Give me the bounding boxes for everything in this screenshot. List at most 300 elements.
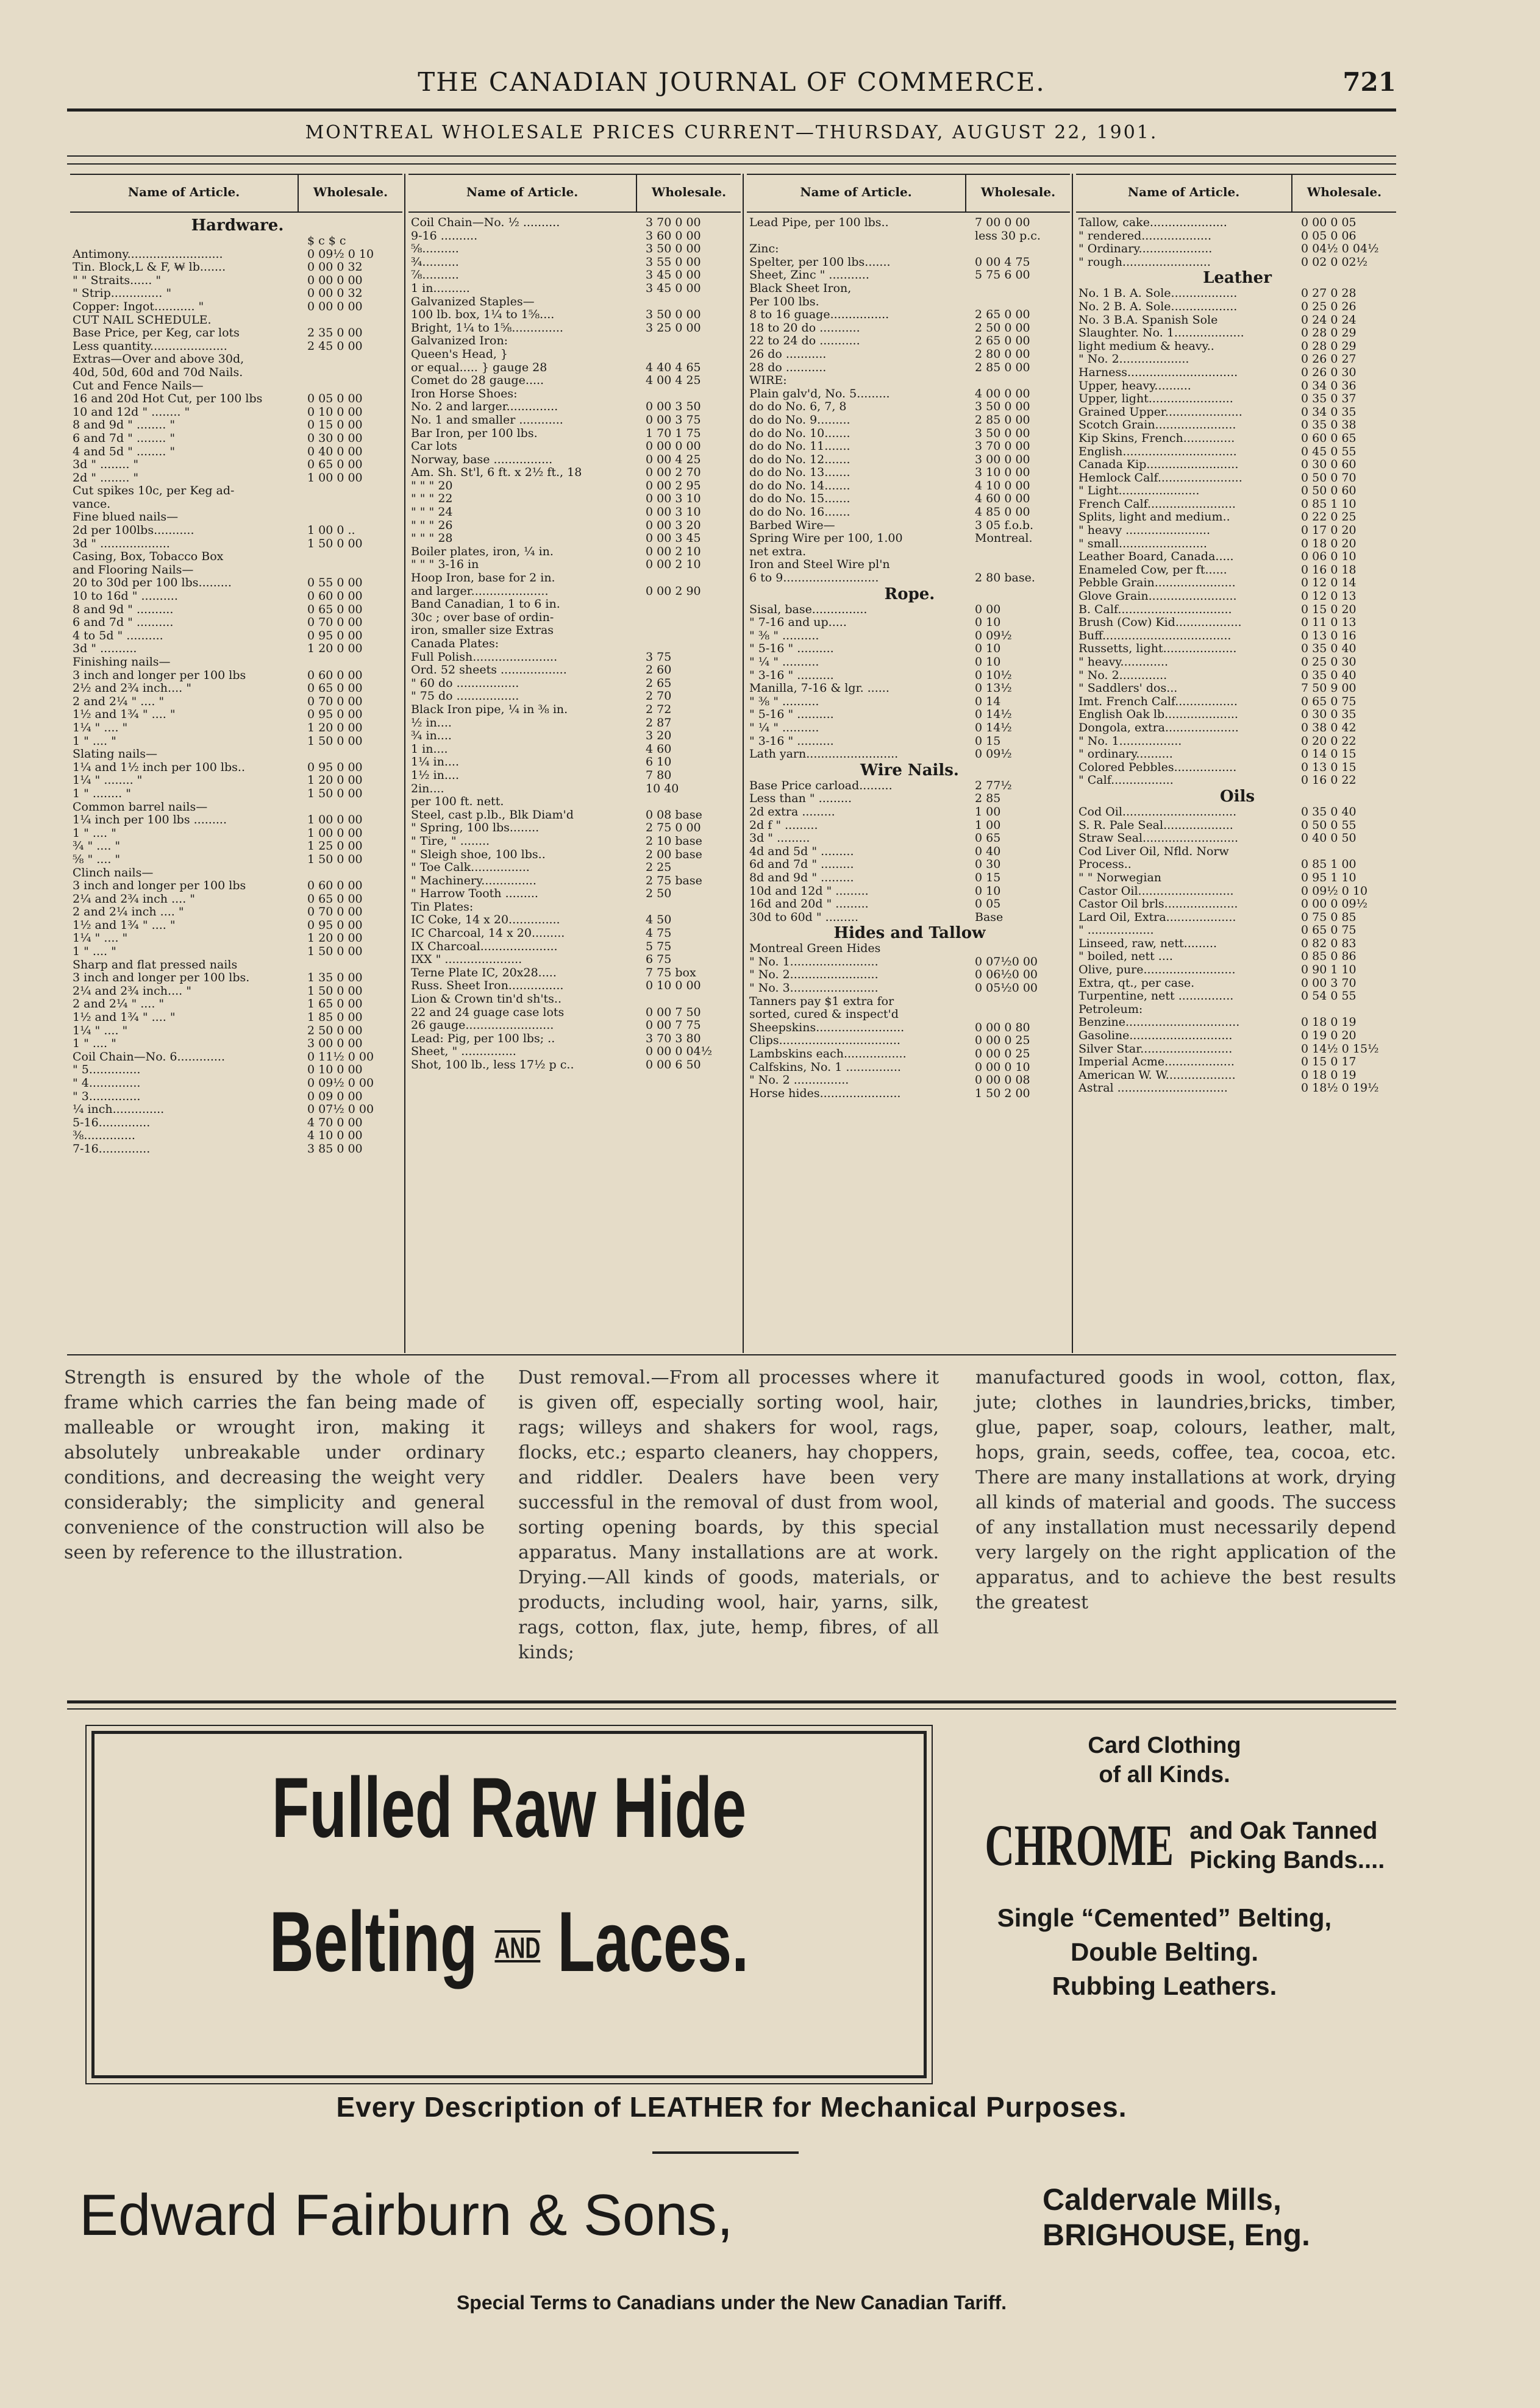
article-name: Steel, cast p.lb., Blk Diam'd (411, 808, 574, 822)
article-name: Lead: Pig, per 100 lbs; .. (411, 1032, 555, 1045)
price-row (1076, 630, 1396, 643)
article-name: 3 inch and longer per 100 lbs (73, 669, 246, 682)
article-name: Olive, pure......................... (1078, 964, 1236, 977)
wholesale-price: 0 50 0 60 (1301, 485, 1356, 498)
wholesale-price: 1 20 0 00 (307, 774, 363, 787)
price-row (747, 269, 1070, 282)
price-row (70, 1077, 402, 1090)
price-row (747, 642, 1070, 656)
column-header (70, 174, 402, 213)
wholesale-price: 0 00 7 50 (646, 1006, 701, 1019)
wholesale-price: 0 11 0 13 (1301, 616, 1356, 630)
article-name: sorted, cured & inspect'd (749, 1008, 899, 1021)
price-row (408, 335, 741, 348)
wholesale-price: 0 34 0 35 (1301, 405, 1356, 419)
article-name: " No. 2................... (1078, 353, 1189, 366)
belting-2: Double Belting. (1071, 1937, 1258, 1966)
price-row (747, 708, 1070, 722)
article-name: Lambskins each................. (749, 1048, 907, 1061)
wholesale-price: 0 82 0 83 (1301, 937, 1356, 950)
article-name: " " " 28 (411, 532, 453, 545)
price-row (747, 1008, 1070, 1021)
wholesale-price: 4 10 0 00 (307, 1129, 363, 1143)
article-name: 3 inch and longer per 100 lbs (73, 879, 246, 893)
price-row (408, 624, 741, 638)
price-row (747, 616, 1070, 630)
wholesale-price: 0 12 0 13 (1301, 590, 1356, 603)
wholesale-price: 0 85 0 86 (1301, 950, 1356, 964)
price-row (408, 953, 741, 967)
wholesale-price: 7 50 9 00 (1301, 682, 1356, 695)
price-row (408, 664, 741, 677)
article-name: Calfskins, No. 1 ............... (749, 1060, 901, 1074)
article-name: WIRE: (749, 374, 787, 388)
article-name: " ⅜ " .......... (749, 629, 819, 642)
article-name: 2d f " ......... (749, 819, 818, 832)
price-row (70, 261, 402, 274)
price-row (747, 630, 1070, 643)
price-row (70, 392, 402, 406)
wholesale-price: 1 00 0 00 (307, 826, 363, 840)
article-name: 2d extra ......... (749, 805, 835, 819)
article-name: " " " 3-16 in (411, 558, 479, 572)
wholesale-price: 0 95 0 00 (307, 629, 363, 642)
price-row (747, 748, 1070, 761)
article-name: 8 and 9d " .......... (73, 603, 174, 616)
wholesale-price: 0 28 0 29 (1301, 339, 1356, 353)
ad-headline-1: Fulled Raw Hide (271, 1760, 747, 1855)
price-row (70, 406, 402, 419)
article-name: Spelter, per 100 lbs....... (749, 255, 891, 269)
article-name: 2 and 2¼ " .... " (73, 998, 165, 1011)
price-row (408, 282, 741, 296)
ad-headline-2 (210, 1892, 807, 1991)
firm-name: Edward Fairburn & Sons, (79, 2182, 733, 2248)
wholesale-price: 4 70 0 00 (307, 1116, 363, 1129)
article-name: 1½ in.... (411, 769, 460, 782)
wholesale-price: 0 50 0 70 (1301, 471, 1356, 485)
wholesale-price (637, 572, 741, 585)
wholesale-price: 2 87 (646, 716, 672, 730)
price-row (1076, 937, 1396, 951)
wholesale-price: 0 04½ 0 04½ (1301, 243, 1379, 256)
price-row (408, 308, 741, 322)
article-name: " No. 3........................ (749, 982, 879, 995)
article-name: ⅜.............. (73, 1129, 135, 1143)
price-row (1076, 669, 1396, 683)
article-name: Galvanized Staples— (411, 295, 535, 308)
price-row (70, 340, 402, 353)
article-name: " Harrow Tooth ......... (411, 887, 538, 901)
wholesale-price: 0 26 0 27 (1301, 353, 1356, 366)
article-name: Galvanized Iron: (411, 335, 508, 348)
article-name: " " " 24 (411, 506, 453, 519)
price-row (1076, 695, 1396, 709)
price-row (747, 858, 1070, 872)
wholesale-price: 0 07½0 00 (975, 955, 1038, 968)
price-row (747, 669, 1070, 683)
wholesale-price: 1 50 2 00 (975, 1087, 1030, 1100)
article-name: Zinc: (749, 243, 779, 256)
wholesale-price: 2 35 0 00 (307, 327, 363, 340)
article-name: " No. 2............. (1078, 669, 1167, 682)
wholesale-price (966, 545, 1070, 559)
wholesale-price: 0 70 0 00 (307, 695, 363, 708)
article-name: IXX " ..................... (411, 953, 522, 967)
wholesale-price (637, 993, 741, 1006)
price-row (408, 598, 741, 611)
article-name: " Calf................. (1078, 774, 1174, 787)
wholesale-price: 3 70 3 80 (646, 1032, 701, 1045)
price-row (1076, 498, 1396, 511)
wholesale-price: 2 60 (646, 664, 672, 677)
wholesale-price: 3 10 0 00 (975, 466, 1030, 480)
price-row (408, 585, 741, 598)
wholesale-price: 0 70 0 00 (307, 906, 363, 919)
article-name: 20 to 30d per 100 lbs......... (73, 577, 232, 590)
article-name: 3 inch and longer per 100 lbs. (73, 971, 250, 985)
wholesale-price: 0 09½ 0 10 (307, 247, 374, 261)
price-row (1076, 872, 1396, 885)
article-name: Hoop Iron, base for 2 in. (411, 572, 555, 585)
wholesale-price (299, 353, 402, 366)
article-name: Barbed Wire— (749, 519, 835, 532)
section-title: Leather (1203, 269, 1272, 288)
price-row (70, 248, 402, 261)
wholesale-price: 3 50 0 00 (975, 427, 1030, 440)
price-row (70, 300, 402, 314)
article-name: " " Straits...... " (73, 274, 162, 287)
wholesale-price: 2 50 0 00 (307, 1024, 363, 1037)
price-column-3 (747, 174, 1070, 1353)
article-name: 7-16.............. (73, 1142, 151, 1156)
article-name: 1¼ " .... " (73, 932, 128, 945)
price-row (747, 308, 1070, 322)
price-row (70, 472, 402, 485)
article-name: 2 and 2¼ inch .... " (73, 906, 184, 919)
ad-laces: Laces. (557, 1894, 749, 1989)
wholesale-price: 0 00 0 32 (307, 261, 363, 274)
wholesale-price: 0 00 0 00 (646, 440, 701, 453)
price-row (1076, 340, 1396, 353)
article-name: 3d " ........ " (73, 458, 139, 472)
price-row (70, 656, 402, 669)
article-name: " ¼ " .......... (749, 721, 819, 734)
wholesale-price: 0 75 0 85 (1301, 911, 1356, 924)
price-row (1076, 256, 1396, 269)
wholesale-price: 4 75 (646, 927, 672, 940)
wholesale-price: 0 00 0 80 (975, 1021, 1030, 1034)
price-row (408, 651, 741, 664)
price-row (408, 875, 741, 888)
article-name: Canada Kip......................... (1078, 458, 1239, 472)
article-name: 6 and 7d " ........ " (73, 432, 176, 445)
article-name: Plain galv'd, No. 5......... (749, 387, 890, 400)
article-name: Russetts, light.................... (1078, 642, 1237, 656)
article-name: Dongola, extra.................... (1078, 721, 1239, 734)
price-row (747, 806, 1070, 819)
subtitle-rule (67, 155, 1396, 157)
article-name: Spring Wire per 100, 1.00 (749, 532, 903, 545)
price-row (408, 848, 741, 862)
wholesale-price: 0 65 0 75 (1301, 695, 1356, 708)
price-row (70, 616, 402, 630)
wholesale-price: 0 85 1 10 (1301, 497, 1356, 511)
price-row (747, 466, 1070, 480)
price-row (747, 982, 1070, 995)
price-row (70, 432, 402, 446)
price-row (1076, 1082, 1396, 1095)
wholesale-price: 0 00 3 10 (646, 492, 701, 506)
wholesale-price (299, 959, 402, 972)
price-row (70, 840, 402, 853)
article-name: Antimony.......................... (73, 247, 223, 261)
wholesale-price: 0 35 0 40 (1301, 805, 1356, 819)
wholesale-price (299, 314, 402, 327)
price-row (70, 971, 402, 985)
wholesale-price: 0 00 (975, 603, 1001, 616)
price-row (70, 787, 402, 801)
wholesale-price: 4 40 4 65 (646, 361, 701, 374)
price-row (1076, 550, 1396, 564)
wholesale-price: 0 24 0 24 (1301, 313, 1356, 327)
price-row (408, 795, 741, 809)
price-row (70, 879, 402, 893)
wholesale-price: 0 40 0 00 (307, 445, 363, 458)
article-name: 1¼ in.... (411, 756, 460, 769)
mill-name: Caldervale Mills, (1043, 2182, 1282, 2217)
article-name: Tanners pay $1 extra for (749, 995, 894, 1008)
article-name: 3d " ......... (749, 832, 810, 845)
article-name: Sheet, Zinc " ........... (749, 269, 869, 282)
price-row (70, 446, 402, 459)
article-name: 1¼ and 1½ inch per 100 lbs.. (73, 761, 245, 774)
column-header-wholesale: Wholesale. (980, 185, 1056, 199)
wholesale-price: 0 00 0 04½ (646, 1045, 713, 1059)
price-row (70, 419, 402, 432)
wholesale-price: 0 07½ 0 00 (307, 1103, 374, 1117)
price-row (1076, 230, 1396, 243)
ad-top-rule-2 (67, 1708, 1396, 1710)
price-row (408, 901, 741, 914)
price-row (408, 440, 741, 453)
article-name: do do No. 11....... (749, 440, 850, 453)
price-row (1076, 353, 1396, 366)
wholesale-price: 0 15 0 00 (307, 419, 363, 432)
price-row (70, 366, 402, 380)
wholesale-price: 0 00 0 09½ (1301, 898, 1368, 911)
price-row (408, 690, 741, 703)
article-name: Cut spikes 10c, per Keg ad- (73, 485, 235, 498)
article-name: " 5-16 " .......... (749, 708, 834, 722)
article-name: Iron and Steel Wire pl'n (749, 558, 890, 572)
article-name: 28 do ........... (749, 361, 827, 374)
article-name: 8d and 9d " ......... (749, 871, 854, 884)
price-row (70, 893, 402, 906)
article-name: Slating nails— (73, 748, 158, 761)
article-name: Lard Oil, Extra................... (1078, 911, 1236, 924)
price-row (747, 572, 1070, 585)
article-name: 3d " .......... (73, 642, 137, 656)
wholesale-price: 0 30 0 35 (1301, 708, 1356, 722)
price-row (70, 682, 402, 695)
price-row (1076, 1056, 1396, 1069)
wholesale-price: 0 02 0 02½ (1301, 255, 1368, 269)
article-name: Norway, base ................ (411, 453, 553, 466)
price-row (1076, 300, 1396, 314)
wholesale-price: 2 50 (646, 887, 672, 901)
article-name: 4 and 5d " ........ " (73, 445, 176, 458)
price-row (408, 388, 741, 401)
ad-short-rule (652, 2151, 799, 2154)
price-row (1076, 590, 1396, 603)
wholesale-price: 0 00 0 25 (975, 1034, 1030, 1048)
price-row (1076, 366, 1396, 380)
wholesale-price: 3 45 0 00 (646, 269, 701, 282)
price-row (1076, 216, 1396, 230)
article-name: 1¼ " ........ " (73, 774, 143, 787)
article-name: 30d to 60d " ......... (749, 911, 859, 924)
article-name: Tin Plates: (411, 900, 474, 914)
price-row (747, 414, 1070, 427)
article-name: " Light...................... (1078, 485, 1200, 498)
wholesale-price: 0 30 0 60 (1301, 458, 1356, 472)
wholesale-price: 0 06½0 00 (975, 968, 1038, 982)
wholesale-price (966, 558, 1070, 572)
price-row (70, 235, 402, 248)
price-row (70, 274, 402, 288)
article-name: " 60 do ................. (411, 677, 519, 690)
wholesale-price: 4 00 0 00 (975, 387, 1030, 400)
article-name: Pebble Grain...................... (1078, 577, 1236, 590)
special-terms: Special Terms to Canadians under the New Canadian Tariff. (456, 2292, 1007, 2314)
article-name: Less quantity..................... (73, 339, 227, 353)
wholesale-price: 0 40 0 50 (1301, 832, 1356, 845)
article-name: 5-16.............. (73, 1116, 151, 1129)
wholesale-price: 0 05 0 06 (1301, 229, 1356, 243)
price-row (1076, 1029, 1396, 1043)
article-name: and Flooring Nails— (73, 563, 194, 577)
article-name: Upper, heavy.......... (1078, 379, 1191, 392)
wholesale-price: 0 90 1 10 (1301, 964, 1356, 977)
article-name: No. 2 B. A. Sole.................. (1078, 300, 1238, 313)
wholesale-price: 0 14 (975, 695, 1001, 708)
ad-top-rule (67, 1700, 1396, 1703)
wholesale-price: 1 00 0 00 (307, 471, 363, 485)
chrome-line (933, 1811, 1396, 1879)
wholesale-price: 0 14½ 0 15½ (1301, 1042, 1379, 1056)
article-name: Cod Oil............................... (1078, 805, 1237, 819)
article-name: 4d and 5d " ......... (749, 845, 854, 858)
price-column-1 (70, 174, 402, 1353)
wholesale-price: 0 12 0 14 (1301, 577, 1356, 590)
wholesale-price: 4 10 0 00 (975, 479, 1030, 492)
wholesale-price: 3 00 0 00 (307, 1037, 363, 1051)
wholesale-price: 0 15 0 17 (1301, 1056, 1356, 1069)
article-name: Black Sheet Iron, (749, 282, 852, 295)
article-name: Band Canadian, 1 to 6 in. (411, 598, 560, 611)
wholesale-price: 2 65 0 00 (975, 308, 1030, 322)
column-header-name: Name of Article. (70, 175, 299, 211)
price-row (1076, 472, 1396, 485)
chrome-word: CHROME (985, 1813, 1174, 1878)
price-row (70, 550, 402, 564)
article-name: English Oak lb.................... (1078, 708, 1238, 722)
price-row (1076, 722, 1396, 735)
article-name: Scotch Grain...................... (1078, 419, 1236, 432)
price-row (70, 1037, 402, 1051)
price-row (1076, 314, 1396, 327)
mill-address (1043, 2182, 1310, 2253)
wholesale-price: 6 10 (646, 756, 672, 769)
wholesale-price: 0 00 0 32 (307, 287, 363, 300)
wholesale-price: 0 65 0 75 (1301, 924, 1356, 937)
wholesale-price: 0 30 0 00 (307, 432, 363, 445)
column-header-wholesale: Wholesale. (651, 185, 727, 199)
article-name: Benzine............................... (1078, 1016, 1240, 1029)
wholesale-price: 1 00 0 .. (307, 524, 355, 538)
price-row (1076, 885, 1396, 898)
wholesale-price: 0 00 0 25 (975, 1048, 1030, 1061)
wholesale-price (299, 801, 402, 814)
article-name: 10 to 16d " .......... (73, 590, 178, 603)
wholesale-price (637, 611, 741, 625)
article-name: " heavy............. (1078, 656, 1169, 669)
article-name: 10 and 12d " ........ " (73, 405, 190, 419)
wholesale-price: 1 00 (975, 819, 1001, 832)
article-name: 6 to 9.......................... (749, 572, 879, 585)
wholesale-price: 0 65 0 00 (307, 682, 363, 695)
wholesale-price (637, 348, 741, 361)
section-heading (747, 585, 1070, 603)
article-column-1: Strength is ensured by the whole of the frame which carries the fan being made of malleable or wrought iron, making it absolutely unbreakable under ordinary conditions, and decreasing the weight very considerably; the simplicity and general convenience of the construction will also be seen by reference to the illustration. (64, 1367, 485, 1563)
price-row (70, 708, 402, 722)
ad-tagline: Every Description of LEATHER for Mechanical Purposes. (336, 2091, 1127, 2123)
wholesale-price: 0 28 0 29 (1301, 327, 1356, 340)
article-name: " No. 1........................ (749, 955, 879, 968)
wholesale-price: 0 18 0 20 (1301, 537, 1356, 550)
article-name (70, 235, 299, 248)
price-row (70, 695, 402, 709)
price-row (408, 1032, 741, 1046)
article-name: Process.. (1078, 858, 1132, 872)
article-name: 22 to 24 do ........... (749, 335, 860, 348)
wholesale-price: 2 45 0 00 (307, 339, 363, 353)
article-name: Queen's Head, } (411, 347, 508, 361)
article-name: 16 and 20d Hot Cut, per 100 lbs (73, 392, 263, 406)
header-rule (67, 108, 1396, 112)
article-name: Silver Star......................... (1078, 1042, 1233, 1056)
price-row (70, 287, 402, 300)
wholesale-price: 0 40 (975, 845, 1001, 858)
column-header-name: Name of Article. (747, 175, 966, 211)
article-name: Finishing nails— (73, 656, 171, 669)
wholesale-price: 0 17 0 20 (1301, 524, 1356, 538)
price-row (408, 730, 741, 743)
price-row (1076, 392, 1396, 406)
wholesale-price: 1 00 0 00 (307, 814, 363, 827)
price-row (408, 769, 741, 783)
price-row (1076, 432, 1396, 446)
price-row (1076, 950, 1396, 964)
wholesale-price: 2 10 base (646, 834, 702, 848)
price-row (408, 243, 741, 256)
belting-list (933, 1901, 1396, 2003)
price-row (747, 361, 1070, 375)
wholesale-price: 0 14 0 15 (1301, 748, 1356, 761)
article-name: do do No. 9......... (749, 413, 850, 427)
wholesale-price: $ c $ c (307, 235, 346, 247)
